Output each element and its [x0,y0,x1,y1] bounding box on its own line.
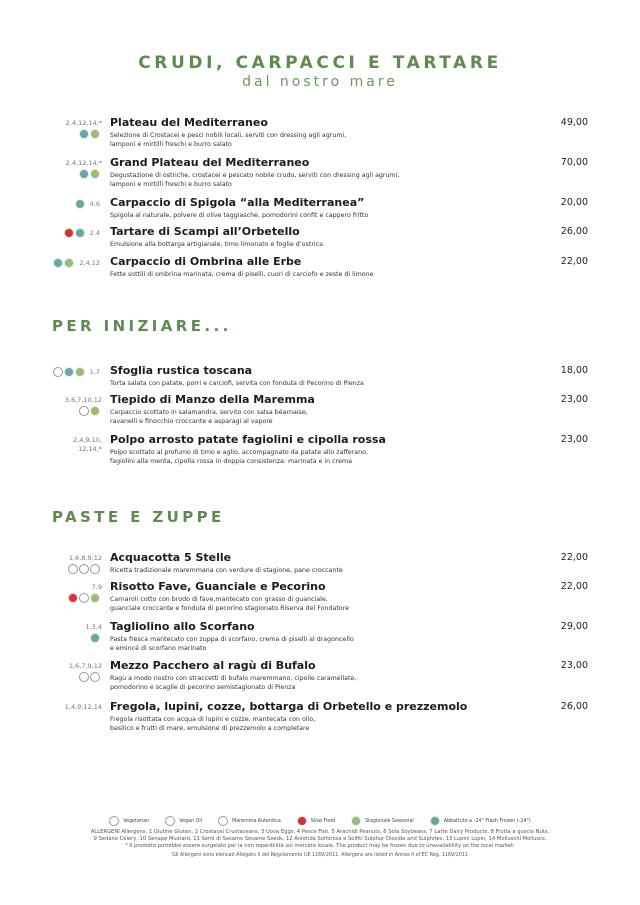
slow-food-icon [64,228,74,238]
dish-description: Emulsione alla bottarga artigianale, timo limonato e foglie d’ostrica [110,241,323,248]
dish-description: Carnaroli cotto con brodo di fave,mantecato con grasso di guanciale, guanciale croccante e fonduta di pecorino stagionato Riserva del Fondatore [110,596,349,612]
seasonal-icon [90,593,100,603]
maremma-icon [218,816,228,826]
dish-description: Ragù a modo nostro con straccetti di bufalo maremmano, cipolle caramellate, pomodorino e scaglie di pecorino semistagionato di Pienza [110,675,357,691]
allergen-codes: 1,7 [53,367,100,377]
flash-frozen-icon [430,816,440,826]
flash-frozen-icon [79,169,89,179]
dish-description: Polpo scottato al profumo di timo e aglio, accompagnato da patate allo zafferano, fagiolini alla menta, cipolla rossa in doppia consistenza: marinata e in crema [110,449,368,465]
flash-frozen-icon [53,258,63,268]
dish-name: Tiepido di Manzo della Maremma [110,393,315,406]
dish-description: Selezione di Crostacei e pesci nobili locali, serviti con dressing agli agrumi, lamponi e mirtilli freschi e burro salato [110,132,347,148]
maremma-icon [79,593,89,603]
maremma-icon [79,672,89,682]
diet-icons [79,169,100,179]
menu-subtitle: dal nostro mare [242,74,398,90]
flash-frozen-icon [75,199,85,209]
dish-description: Ricetta tradizionale maremmana con verdure di stagione, pane croccante [110,567,343,574]
allergen-codes: 2,4 [64,228,100,238]
maremma-icon [90,672,100,682]
seasonal-icon [351,816,361,826]
dish-name: Tagliolino allo Scorfano [110,620,255,633]
section-title-paste: PASTE E ZUPPE [52,508,225,526]
dish-price: 26,00 [560,226,588,237]
allergen-codes: 3,6,7,10,12 [64,396,102,404]
maremma-icon [79,406,89,416]
dish-name: Polpo arrosto patate fagiolini e cipolla rossa [110,433,386,446]
seasonal-icon [90,169,100,179]
allergen-codes: 7,9 [91,583,102,591]
dish-name: Risotto Fave, Guanciale e Pecorino [110,580,326,593]
dish-description: Torta salata con patate, porri e carciofi, servita con fonduta di Pecorino di Pienza [110,380,364,387]
allergens-note: Gli Allergeni sono elencati Allegato II del Regolamento UE 1169/2011. Allergens are listed in Annex II of EC Reg. 1169/2011 [172,853,468,858]
diet-icons [79,406,100,416]
dish-price: 49,00 [560,117,588,128]
flash-frozen-icon [64,367,74,377]
allergen-codes: 2,4,12,14,* [65,119,102,127]
dish-description: Fregola risottata con acqua di lupini e cozze, mantecata con olio, basilico e frutti di mare, emulsione di prezzemolo a completare [110,716,316,732]
diet-icons [79,129,100,139]
seasonal-icon [75,367,85,377]
diet-icons [68,564,100,574]
dish-price: 18,00 [560,365,588,376]
dish-price: 23,00 [560,660,588,671]
dish-price: 26,00 [560,701,588,712]
allergen-codes: 1,4,9,12,14 [64,703,102,711]
flash-frozen-icon [75,228,85,238]
seasonal-icon [64,258,74,268]
diet-icons [90,633,100,643]
dish-name: Sfoglia rustica toscana [110,364,253,377]
allergen-codes: 4,6 [75,199,100,209]
allergens-line-1: ALLERGENI Allergens: 1 Glutine Gluten, 2 Crostacei Crustaceans, 3 Uova Eggs, 4 Pesce Fish, 5 Arachidi Peanuts, 6 Soia Soybeans, 7 Latte Dairy Products, 8 Frutta a guscio Nuts, [90,829,550,835]
dish-price: 22,00 [560,552,588,563]
dish-price: 23,00 [560,394,588,405]
dish-price: 22,00 [560,581,588,592]
dish-name: Plateau del Mediterraneo [110,116,268,129]
dish-name: Fregola, lupini, cozze, bottarga di Orbetello e prezzemolo [110,700,468,713]
dish-price: 22,00 [560,256,588,267]
diet-icons [79,672,100,682]
allergen-codes: 1,6,8,9,12 [68,554,102,562]
dish-name: Acquacotta 5 Stelle [110,551,232,564]
icon-legend: Vegetarian Vegan Oil Maremma Autentica Slow Food Stagionale Seasonal Abbattuto a -24° Flash Frozen (-24°) [0,816,640,826]
allergen-codes: 2,4,12,14,* [65,159,102,167]
dish-description: Degustazione di ostriche, crostacei e pescato nobile crudo, serviti con dressing agli agrumi, lamponi e mirtilli freschi e burro salato [110,172,400,188]
section-title-iniziare: PER INIZIARE... [52,317,232,335]
dish-description: Spigola al naturale, polvere di olive taggiasche, pomodorini confit e cappero fritto [110,212,369,219]
allergen-codes: 2,4,9,10, 12,14,* [73,436,102,453]
vegan-icon [165,816,175,826]
slow-food-icon [68,593,78,603]
flash-frozen-icon [90,633,100,643]
seasonal-icon [90,129,100,139]
dish-name: Tartare di Scampi all’Orbetello [110,225,300,238]
menu-title: CRUDI, CARPACCI E TARTARE [138,53,502,73]
vegetarian-icon [53,367,63,377]
allergen-codes: 1,6,7,9,12 [68,662,102,670]
dish-price: 20,00 [560,197,588,208]
allergens-line-3: * Il prodotto potrebbe essere surgelato per la non reperibilità sul mercato locale. The product may be frozen due to unavailability on the local market. [125,843,515,849]
vegetarian-icon [109,816,119,826]
dish-description: Fette sottili di ombrina marinata, crema di piselli, cuori di carciofo e zeste di limone [110,271,374,278]
dish-price: 70,00 [560,157,588,168]
dish-name: Carpaccio di Spigola “alla Mediterranea” [110,196,365,209]
dish-name: Grand Plateau del Mediterraneo [110,156,310,169]
slow-food-icon [297,816,307,826]
dish-name: Mezzo Pacchero al ragù di Bufalo [110,659,316,672]
seasonal-icon [90,406,100,416]
allergen-codes: 1,3,4 [85,623,102,631]
flash-frozen-icon [79,129,89,139]
dish-description: Pasta fresca mantecato con zuppa di scorfano, crema di piselli al dragoncello e emincé di scorfano marinato [110,636,354,652]
vegetarian-icon [68,564,78,574]
dish-name: Carpaccio di Ombrina alle Erbe [110,255,302,268]
diet-icons [68,593,100,603]
maremma-icon [90,564,100,574]
dish-price: 23,00 [560,434,588,445]
dish-description: Carpaccio scottato in salamandra, servito con salsa béarnaise, ravanelli e finocchio croccante e asparagi al vapore [110,409,308,425]
allergens-line-2: 9 Sedano Celery, 10 Senape Mustard, 11 Semi di Sesamo Sesame Seeds, 12 Anidride Solforosa e Solfiti Sulphur Dioxide and Sulphites, 13 Lupini Lupin, 14 Molluschi Molluscs. [93,836,547,842]
allergen-codes: 2,4,12 [53,258,100,268]
dish-price: 29,00 [560,621,588,632]
vegan-icon [79,564,89,574]
